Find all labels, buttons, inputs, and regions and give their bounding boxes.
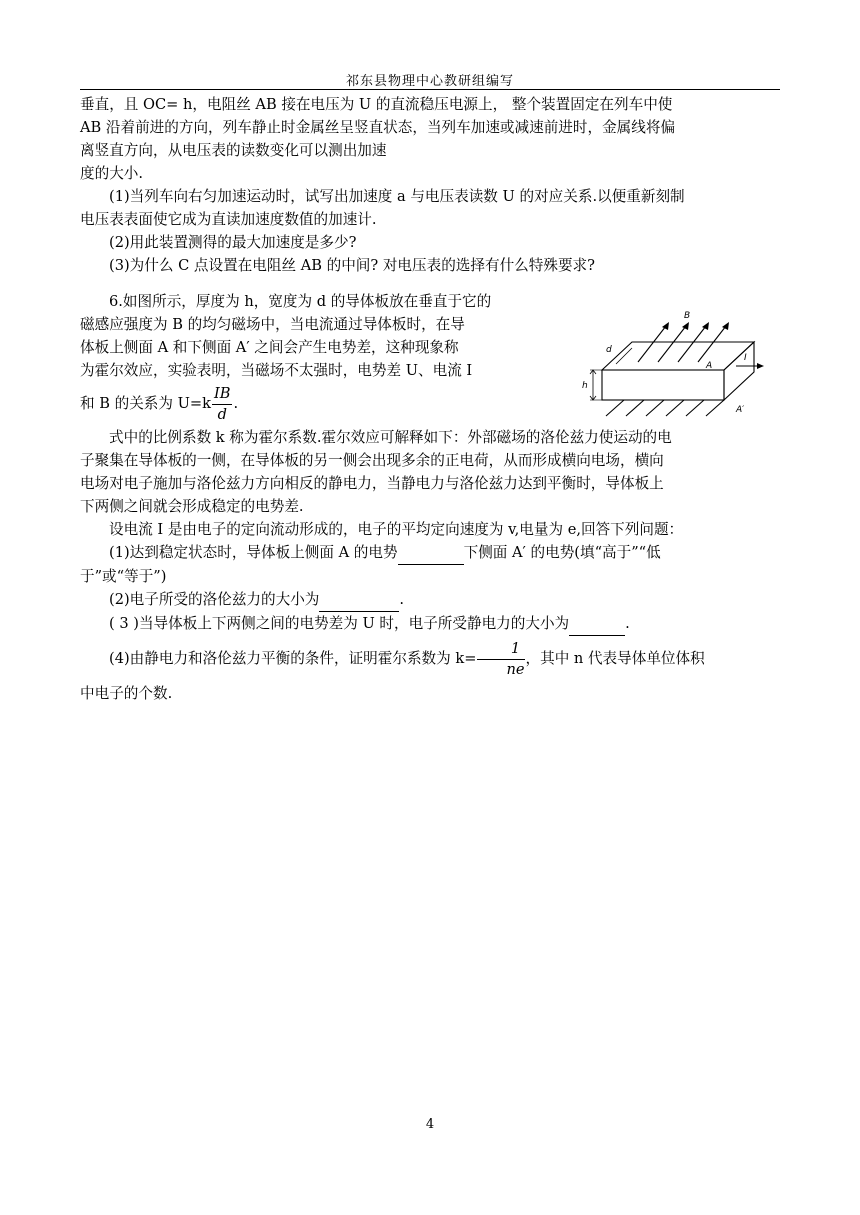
question-3: (3)为什么 C 点设置在电阻丝 AB 的中间? 对电压表的选择有什么特殊要求? <box>109 257 595 274</box>
text-line: 中电子的个数. <box>80 685 173 702</box>
text-line: 磁感应强度为 B 的均匀磁场中，当电流通过导体板时，在导 <box>80 316 465 333</box>
header-divider <box>80 89 780 90</box>
text-line: AB 沿着前进的方向，列车静止时金属丝呈竖直状态，当列车加速或减速前进时，金属线将偏 <box>80 119 676 136</box>
label-a: A <box>706 361 713 371</box>
conductor-top-face <box>602 342 754 370</box>
page-header: 祁东县物理中心教研组编写 <box>345 74 514 89</box>
text-line: 6.如图所示，厚度为 h，宽度为 d 的导体板放在垂直于它的 <box>109 293 492 310</box>
text-line: 电压表表面使它成为直读加速度数值的加速计. <box>80 211 377 228</box>
fraction-1-over-ne: $\frac{1}{ne}$ <box>477 639 524 680</box>
problem-6-intro <box>80 290 570 426</box>
text-line: 式中的比例系数 k 称为霍尔系数.霍尔效应可解释如下：外部磁场的洛伦兹力使运动的电 <box>109 429 672 446</box>
question-1: (1)达到稳定状态时，导体板上侧面 A 的电势 下侧面 A′ 的电势(填“高于”“低 <box>80 541 780 565</box>
question-3: ( 3 )当导体板上下两侧之间的电势差为 U 时，电子所受静电力的大小为 . <box>80 612 780 636</box>
question-1: (1)当列车向右匀加速运动时，试写出加速度 a 与电压表读数 U 的对应关系.以便重新刻制 <box>109 188 685 205</box>
label-h: h <box>582 381 588 391</box>
question-2: (2)用此装置测得的最大加速度是多少? <box>109 234 357 251</box>
conductor-side-face <box>724 342 754 400</box>
text-line: 下两侧之间就会形成稳定的电势差. <box>80 498 304 515</box>
label-b: B <box>684 311 691 321</box>
label-d: d <box>606 345 612 355</box>
text-line: 体板上侧面 A 和下侧面 A′ 之间会产生电势差，这种现象称 <box>80 339 459 356</box>
text-line: 度的大小. <box>80 165 144 182</box>
question-4: (4)由静电力和洛伦兹力平衡的条件，证明霍尔系数为 k= $\frac{1}{ne}$ ，其中 n 代表导体单位体积 <box>109 639 705 678</box>
text-line: 为霍尔效应，实验表明，当磁场不太强时，电势差 U、电流 I <box>80 362 473 379</box>
label-i: I <box>744 353 747 363</box>
text-line: 垂直，且 OC= h，电阻丝 AB 接在电压为 U 的直流稳压电源上， 整个装置固定在列车中使 <box>80 96 673 113</box>
answer-blank <box>398 541 464 565</box>
text-line: 设电流 I 是由电子的定向流动形成的，电子的平均定向速度为 v,电量为 e,回答下列问题： <box>109 521 684 538</box>
text-line: 于”或“等于”) <box>80 568 167 585</box>
text-line: 离竖直方向，从电压表的读数变化可以测出加速 <box>80 142 387 159</box>
question-2: (2)电子所受的洛伦兹力的大小为 . <box>80 588 780 612</box>
page-number: 4 <box>425 1117 435 1132</box>
text-line: 子聚集在导体板的一侧，在导体板的另一侧会出现多余的正电荷，从而形成横向电场，横向 <box>80 452 664 469</box>
fraction-ib-over-d: $\frac{IB}{d}$ <box>213 384 231 423</box>
answer-blank <box>319 588 399 612</box>
label-a-prime: A′ <box>736 405 745 415</box>
text-line: 电场对电子施加与洛伦兹力方向相反的静电力，当静电力与洛伦兹力达到平衡时，导体板上 <box>80 475 664 492</box>
hall-effect-figure <box>576 308 766 418</box>
conductor-front-face <box>602 370 724 400</box>
answer-blank <box>569 612 625 636</box>
hall-formula-line: 和 B 的关系为 U=k $\frac{IB}{d}$ . <box>80 384 239 423</box>
